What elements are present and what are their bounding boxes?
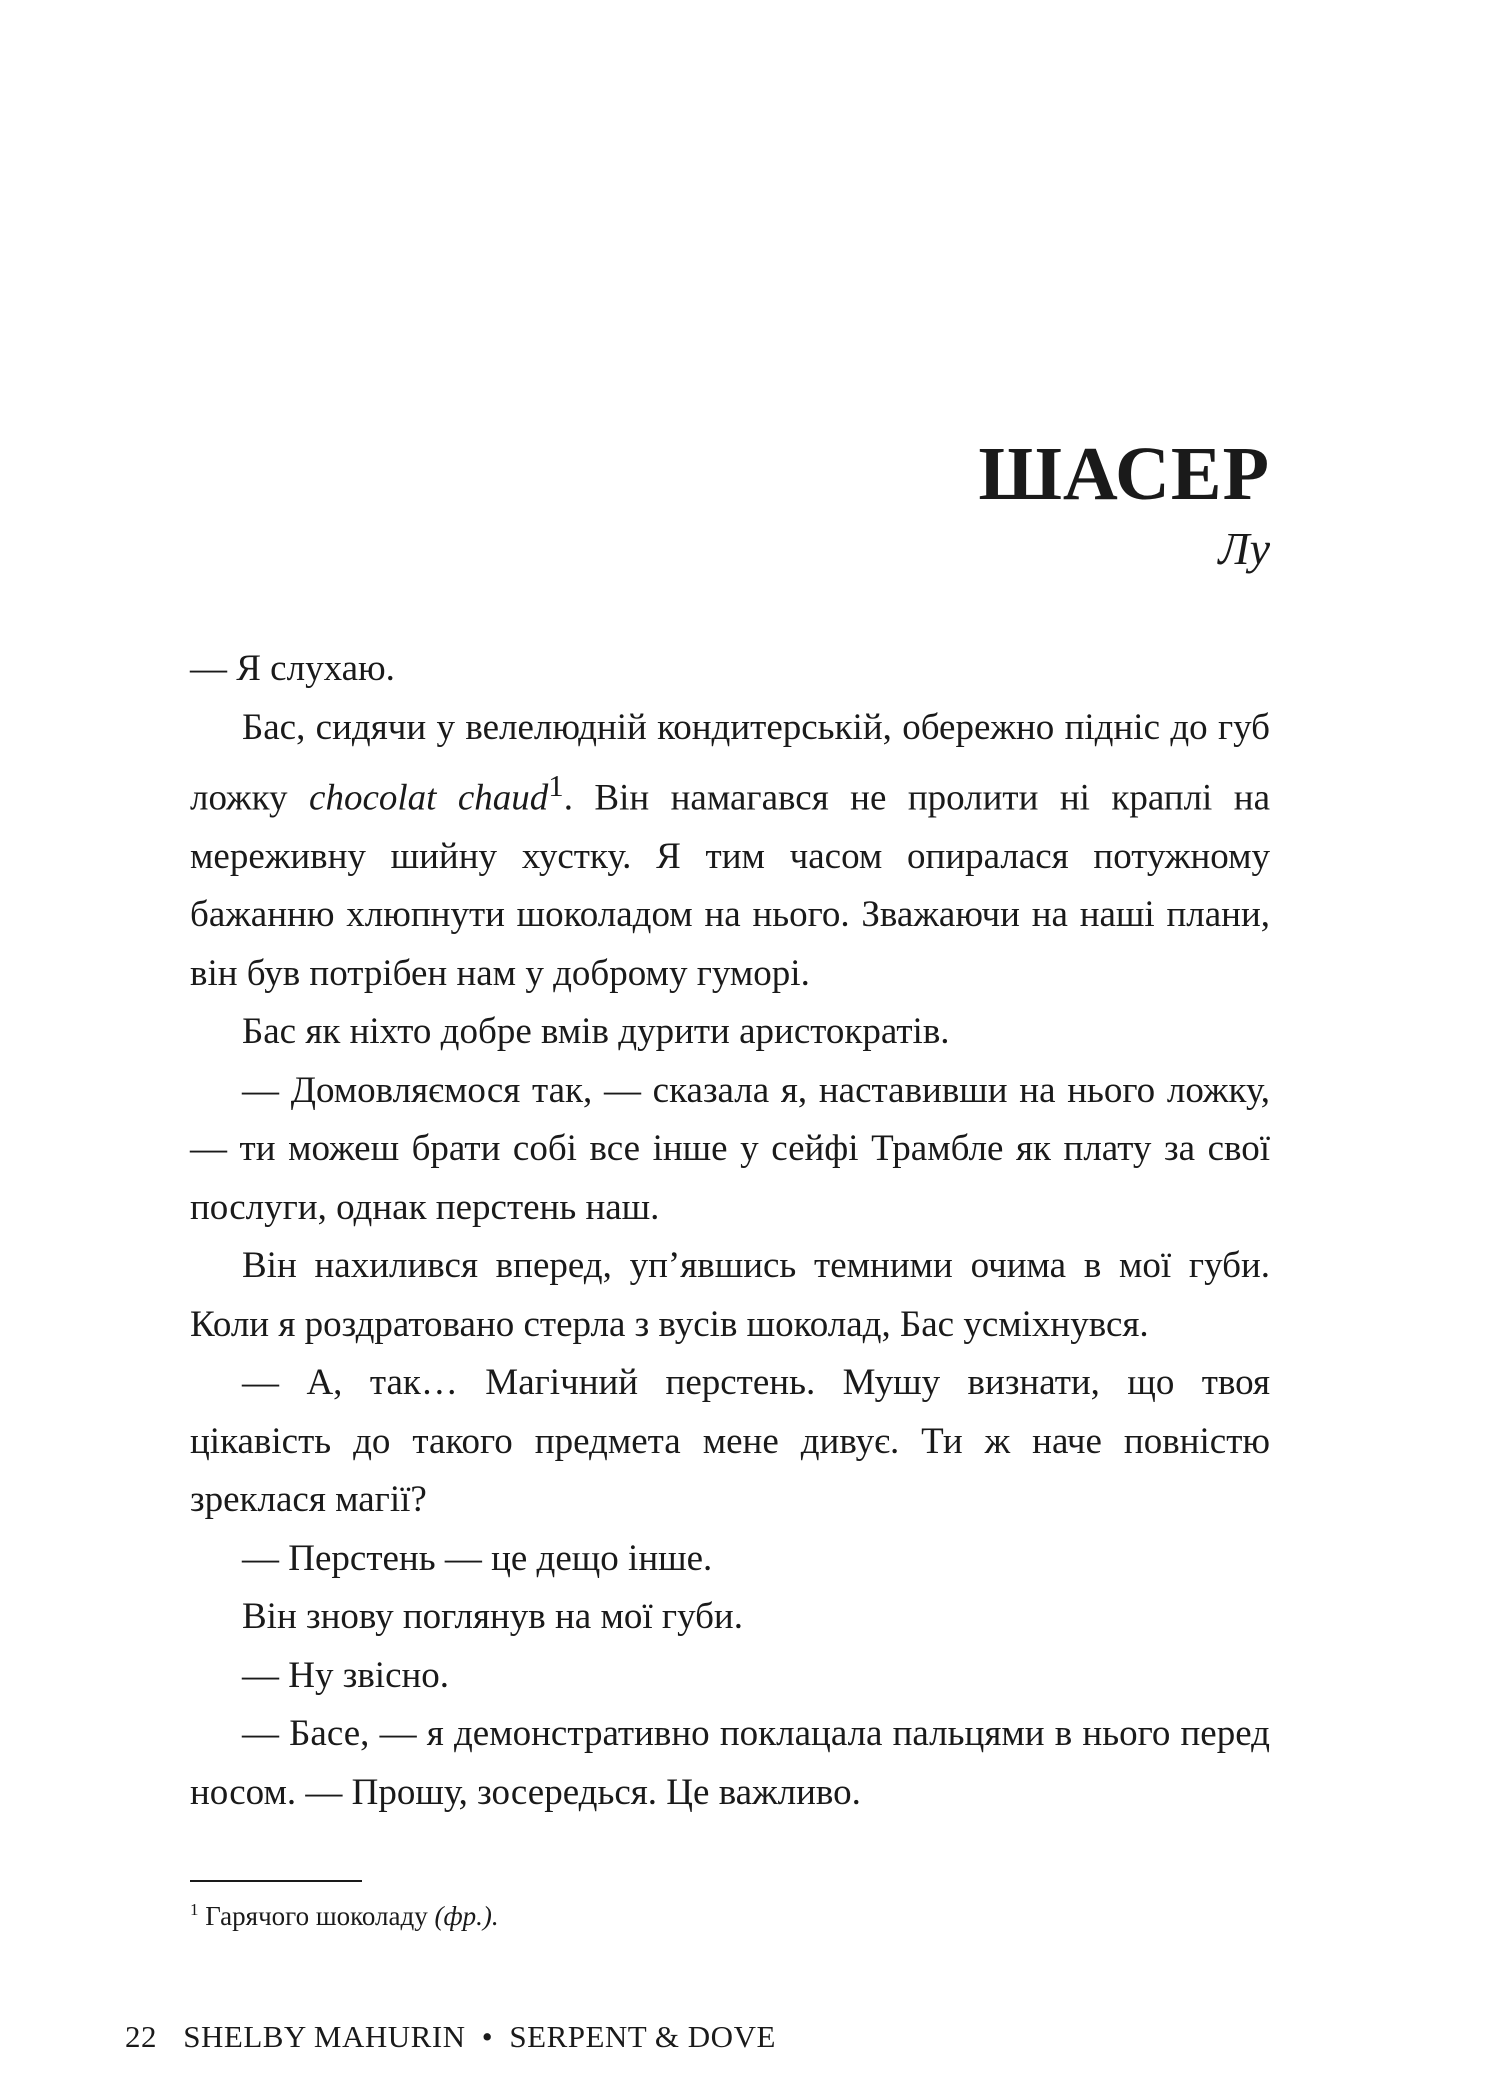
footnote-text: Гарячого шоколаду xyxy=(198,1901,435,1931)
paragraph-text: . Він намагався не пролити ні краплі на мереживну шийну хустку. Я тим часом опиралася потужному бажанню хлюпнути шоколадом на нього. Зважаючи на наші плани, він був потрібен нам у доброму гуморі. xyxy=(190,777,1271,994)
footer-author: SHELBY MAHURIN xyxy=(183,2019,466,2054)
paragraph: Він нахилився вперед, уп’явшись темними очима в мої губи. Коли я роздратовано стерла з вусів шоколад, Бас усміхнувся. xyxy=(190,1245,1270,1345)
paragraph: — Перстень — це дещо інше. xyxy=(242,1537,713,1579)
paragraph: — Домовляємося так, — сказала я, наставивши на нього ложку, — ти можеш брати собі все інше у сейфі Трамбле як плату за свої послуги, однак перстень наш. xyxy=(190,1069,1270,1228)
body-text xyxy=(190,640,1270,1822)
chapter-header xyxy=(190,432,1270,574)
footer-book-title: SERPENT & DOVE xyxy=(509,2019,776,2054)
footnote-language: (фр.). xyxy=(434,1901,499,1931)
paragraph: Він знову поглянув на мої губи. xyxy=(242,1596,743,1638)
paragraph-text: Бас, сидячи у велелюдній кондитерській, обережно підніс до губ ложку xyxy=(190,706,1270,819)
footer-separator: • xyxy=(481,2019,494,2054)
footnote xyxy=(190,1892,499,1934)
paragraph: — Басе, — я демонстративно поклацала пальцями в нього перед носом. — Прошу, зосередься. Це важливо. xyxy=(190,1713,1270,1813)
footnote-reference: 1 xyxy=(548,769,564,803)
chapter-narrator: Лу xyxy=(1218,523,1270,574)
chapter-title: ШАСЕР xyxy=(978,432,1270,516)
paragraph xyxy=(190,699,1270,1004)
paragraph: — Ну звісно. xyxy=(242,1654,450,1696)
footnote-marker: 1 xyxy=(190,1900,199,1919)
foreign-phrase: chocolat chaud xyxy=(309,777,549,819)
paragraph: Бас як ніхто добре вмів дурити аристократів. xyxy=(242,1011,950,1053)
paragraph: — Я слухаю. xyxy=(190,648,395,689)
paragraph: — А, так… Магічний перстень. Мушу визнати, що твоя цікавість до такого предмета мене дивує. Ти ж наче повністю зреклася магії? xyxy=(190,1362,1270,1521)
page-number: 22 xyxy=(125,2019,157,2054)
footnote-divider xyxy=(190,1880,362,1882)
running-footer xyxy=(125,2017,776,2057)
